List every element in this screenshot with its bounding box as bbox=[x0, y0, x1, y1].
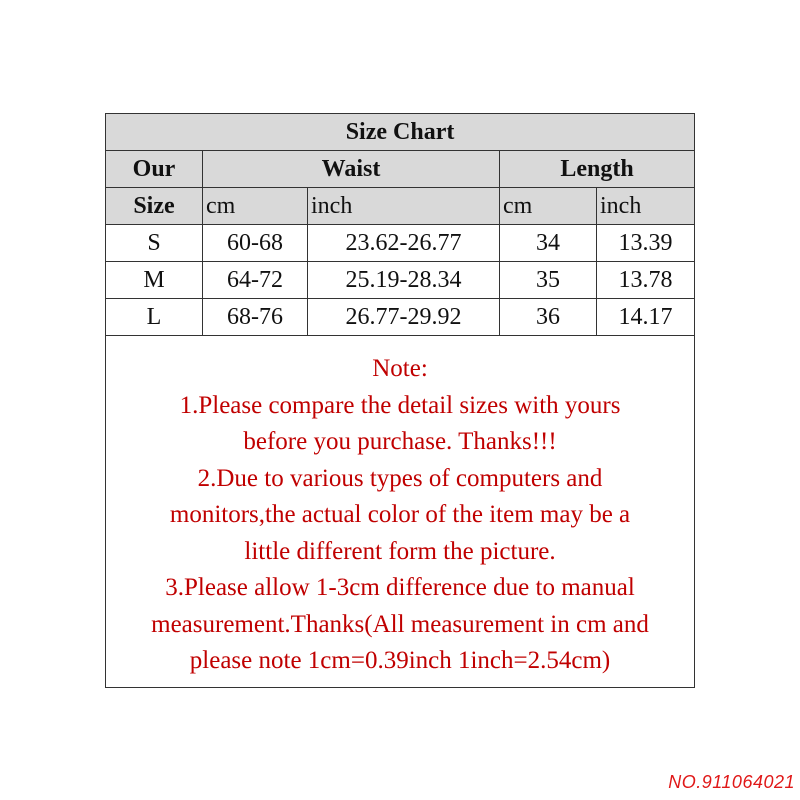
length-inch-cell: 13.78 bbox=[597, 262, 695, 299]
length-cm-cell: 34 bbox=[500, 225, 597, 262]
our-size-header-top: Our bbox=[106, 151, 203, 188]
waist-cm-cell: 64-72 bbox=[203, 262, 308, 299]
note-line: 3.Please allow 1-3cm difference due to manual bbox=[165, 574, 635, 601]
waist-cm-cell: 68-76 bbox=[203, 299, 308, 336]
chart-title: Size Chart bbox=[106, 114, 695, 151]
header-row-2 bbox=[106, 188, 695, 225]
note-row bbox=[106, 336, 695, 688]
note-line: measurement.Thanks(All measurement in cm and bbox=[151, 610, 649, 638]
waist-cm-cell: 60-68 bbox=[203, 225, 308, 262]
size-cell: M bbox=[106, 262, 203, 299]
table-row bbox=[106, 299, 695, 336]
note-line: 1.Please compare the detail sizes with yours bbox=[179, 391, 621, 419]
note-line: before you purchase. Thanks!!! bbox=[243, 428, 557, 455]
waist-header: Waist bbox=[203, 151, 500, 188]
note-cell bbox=[106, 336, 695, 688]
note-text bbox=[106, 336, 694, 680]
title-row bbox=[106, 114, 695, 151]
waist-inch-cell: 25.19-28.34 bbox=[308, 262, 500, 299]
header-row-1 bbox=[106, 151, 695, 188]
note-line: little different form the picture. bbox=[244, 537, 556, 565]
size-chart-table bbox=[105, 113, 695, 688]
size-cell: S bbox=[106, 225, 203, 262]
length-inch-cell: 14.17 bbox=[597, 299, 695, 336]
length-cm-cell: 36 bbox=[500, 299, 597, 336]
product-number-watermark: NO.911064021 bbox=[668, 772, 795, 792]
note-line: 2.Due to various types of computers and bbox=[197, 464, 603, 492]
our-size-header-bottom: Size bbox=[106, 188, 203, 225]
waist-cm-header: cm bbox=[203, 188, 308, 225]
size-cell: L bbox=[106, 299, 203, 336]
note-heading: Note: bbox=[372, 355, 428, 382]
length-inch-cell: 13.39 bbox=[597, 225, 695, 262]
length-inch-header: inch bbox=[597, 188, 695, 225]
table-row bbox=[106, 262, 695, 299]
waist-inch-header: inch bbox=[308, 188, 500, 225]
waist-inch-cell: 23.62-26.77 bbox=[308, 225, 500, 262]
note-line: monitors,the actual color of the item may be a bbox=[169, 501, 631, 528]
length-header: Length bbox=[500, 151, 695, 188]
length-cm-header: cm bbox=[500, 188, 597, 225]
length-cm-cell: 35 bbox=[500, 262, 597, 299]
table-row bbox=[106, 225, 695, 262]
waist-inch-cell: 26.77-29.92 bbox=[308, 299, 500, 336]
note-line: please note 1cm=0.39inch 1inch=2.54cm) bbox=[189, 647, 611, 674]
